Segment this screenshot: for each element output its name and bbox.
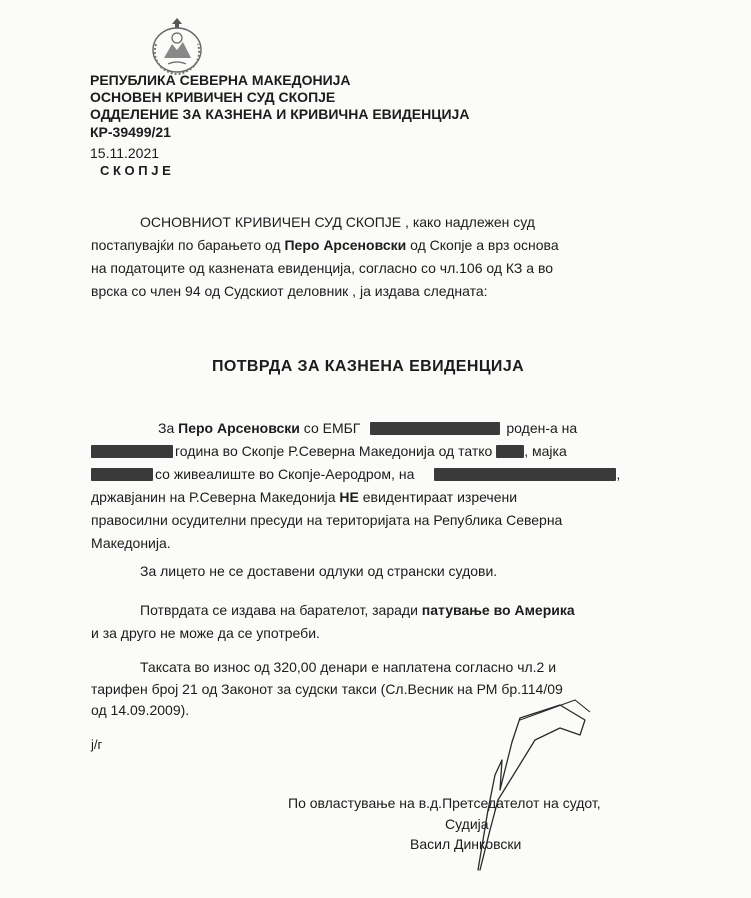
- intro-line-3: на податоците од казнената евиденција, согласно со чл.106 од КЗ а во: [91, 260, 554, 276]
- document-date: 15.11.2021: [90, 145, 160, 161]
- para-text: ,: [616, 466, 621, 482]
- intro-line-1: ОСНОВНИОТ КРИВИЧЕН СУД СКОПЈЕ , како надлежен суд: [140, 214, 535, 230]
- person-name: Перо Арсеновски: [178, 420, 300, 436]
- intro-text: од Скопје а врз основа: [406, 237, 559, 253]
- redacted-father-name: [496, 445, 524, 458]
- initials: ј/г: [91, 737, 103, 752]
- para-text: За: [158, 420, 179, 436]
- intro-line-4: врска со член 94 од Судскиот деловник , ја издава следната:: [91, 283, 488, 299]
- header-city: С К О П Ј Е: [100, 163, 171, 178]
- para3-line-2: и за друго не може да се употреби.: [91, 625, 320, 641]
- signature-line-3: Васил Динковски: [410, 836, 522, 852]
- para-text: роден-а на: [506, 420, 578, 436]
- para1-line-2: [91, 441, 567, 461]
- header-court: ОСНОВЕН КРИВИЧЕН СУД СКОПЈЕ: [90, 89, 336, 105]
- intro-text: постапувајќи по барањето од: [91, 237, 285, 253]
- intro-line-2: [91, 235, 559, 255]
- para1-line-1: [158, 418, 577, 438]
- redacted-birthdate: [91, 445, 173, 458]
- redacted-id: [370, 422, 500, 435]
- para3-line-1: [140, 600, 575, 620]
- para1-line-6: Македонија.: [91, 535, 171, 551]
- para-text: со живеалиште во Скопје-Аеродром, на: [155, 466, 415, 482]
- header-country: РЕПУБЛИКА СЕВЕРНА МАКЕДОНИЈА: [90, 72, 351, 88]
- para-text: државјанин на Р.Северна Македонија: [91, 489, 340, 505]
- applicant-name: Перо Арсеновски: [284, 237, 407, 253]
- para-text: година во Скопје Р.Северна Македонија од татко: [175, 443, 497, 459]
- para2: За лицето не се доставени одлуки од странски судови.: [140, 563, 498, 579]
- redacted-address: [434, 468, 616, 481]
- para-text: со ЕМБГ: [299, 420, 361, 436]
- para-text: Потврдата се издава на барателот, заради: [140, 602, 422, 618]
- para1-line-3: [91, 464, 620, 484]
- para1-line-4: [91, 487, 517, 507]
- case-number: КР-39499/21: [90, 124, 171, 140]
- redacted-mother-name: [91, 468, 153, 481]
- para4-line-3: од 14.09.2009).: [91, 702, 190, 718]
- para4-line-1: Таксата во износ од 320,00 денари е наплатена согласно чл.2 и: [140, 659, 557, 675]
- document-title: ПОТВРДА ЗА КАЗНЕНА ЕВИДЕНЦИЈА: [212, 358, 525, 375]
- para1-line-5: правосилни осудителни пресуди на територијата на Република Северна: [91, 512, 563, 528]
- coat-of-arms-emblem: [146, 14, 208, 76]
- header-department: ОДДЕЛЕНИЕ ЗА КАЗНЕНА И КРИВИЧНА ЕВИДЕНЦИЈА: [90, 106, 470, 122]
- signature-line-1: По овластување на в.д.Претседателот на судот,: [288, 795, 601, 811]
- para4-line-2: тарифен број 21 од Законот за судски такси (Сл.Весник на РМ бр.114/09: [91, 681, 563, 697]
- signature-line-2: Судија: [445, 816, 489, 832]
- purpose-text: патување во Америка: [421, 602, 575, 618]
- not-recorded-emphasis: НЕ: [339, 489, 359, 505]
- para-text: , мајка: [524, 443, 567, 459]
- para-text: евидентираат изречени: [358, 489, 518, 505]
